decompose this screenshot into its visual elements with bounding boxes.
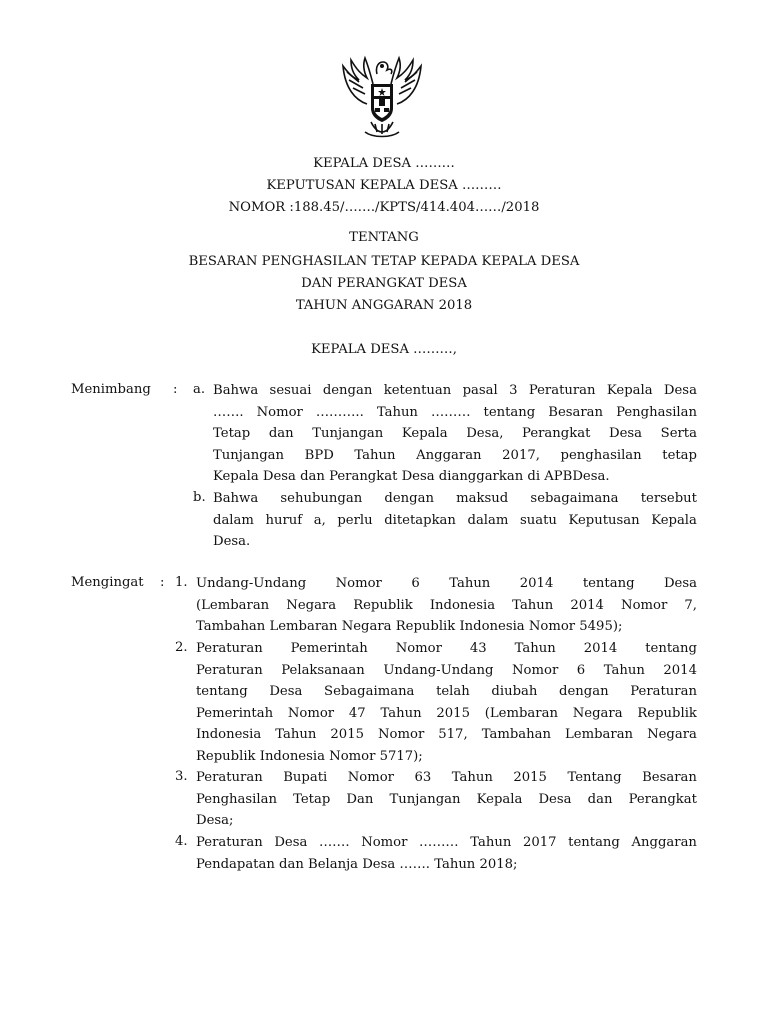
decree-number: NOMOR :188.45/……./KPTS/414.404……/2018: [228, 200, 540, 215]
paragraph-line: Penghasilan Tetap Dan Tunjangan Kepala Desa dan Perangkat: [196, 791, 697, 807]
paragraph-line: Tunjangan BPD Tahun Anggaran 2017, penghasilan tetap: [213, 447, 697, 463]
paragraph-line: Peraturan Pemerintah Nomor 43 Tahun 2014 tentang: [196, 641, 697, 656]
mengingat-colon: :: [160, 575, 165, 590]
mengingat-3-marker: 3.: [175, 769, 188, 784]
header-title-line2: KEPUTUSAN KEPALA DESA ………: [266, 178, 502, 193]
mengingat-1-marker: 1.: [175, 575, 188, 590]
mengingat-4-marker: 4.: [175, 834, 188, 849]
menimbang-a-marker: a.: [193, 382, 206, 397]
paragraph-line: Pendapatan dan Belanja Desa ……. Tahun 2018;: [196, 856, 518, 872]
paragraph-line: Peraturan Pelaksanaan Undang-Undang Nomor 6 Tahun 2014: [196, 662, 697, 678]
paragraph-line: ……. Nomor ……….. Tahun ……… tentang Besaran Penghasilan: [213, 404, 697, 420]
menimbang-b-marker: b.: [193, 490, 206, 505]
paragraph-line: Peraturan Bupati Nomor 63 Tahun 2015 Tentang Besaran: [196, 770, 697, 785]
paragraph-line: dalam huruf a, perlu ditetapkan dalam suatu Keputusan Kepala: [213, 512, 697, 528]
paragraph-line: Bahwa sehubungan dengan maksud sebagaimana tersebut: [213, 491, 697, 506]
tentang-heading: TENTANG: [349, 230, 419, 245]
paragraph-line: Desa.: [213, 534, 251, 549]
paragraph-line: Peraturan Desa ……. Nomor ……… Tahun 2017 tentang Anggaran: [196, 835, 697, 850]
paragraph-line: Tetap dan Tunjangan Kepala Desa, Perangkat Desa Serta: [213, 426, 697, 441]
garuda-emblem-icon: [337, 52, 427, 142]
paragraph-line: Kepala Desa dan Perangkat Desa dianggarkan di APBDesa.: [213, 469, 610, 484]
mengingat-label: Mengingat: [71, 575, 144, 590]
paragraph-line: Desa;: [196, 813, 234, 828]
header-title-line1: KEPALA DESA ………: [313, 156, 455, 171]
menimbang-colon: :: [173, 382, 178, 397]
paragraph-line: Republik Indonesia Nomor 5717);: [196, 748, 423, 764]
paragraph-line: Pemerintah Nomor 47 Tahun 2015 (Lembaran Negara Republik: [196, 705, 697, 721]
subject-line3: TAHUN ANGGARAN 2018: [295, 298, 473, 313]
menimbang-label: Menimbang: [71, 382, 151, 397]
subject-line1: BESARAN PENGHASILAN TETAP KEPADA KEPALA DESA: [188, 254, 580, 269]
paragraph-line: Indonesia Tahun 2015 Nomor 517, Tambahan Lembaran Negara: [196, 727, 697, 742]
mengingat-2-marker: 2.: [175, 640, 188, 655]
paragraph-line: Undang-Undang Nomor 6 Tahun 2014 tentang Desa: [196, 576, 697, 591]
paragraph-line: Bahwa sesuai dengan ketentuan pasal 3 Peraturan Kepala Desa: [213, 383, 697, 398]
signatory-title: KEPALA DESA ………,: [311, 342, 457, 357]
paragraph-line: (Lembaran Negara Republik Indonesia Tahun 2014 Nomor 7,: [196, 597, 697, 613]
subject-line2: DAN PERANGKAT DESA: [301, 276, 467, 291]
paragraph-line: tentang Desa Sebagaimana telah diubah dengan Peraturan: [196, 684, 697, 699]
paragraph-line: Tambahan Lembaran Negara Republik Indonesia Nomor 5495);: [196, 619, 623, 634]
